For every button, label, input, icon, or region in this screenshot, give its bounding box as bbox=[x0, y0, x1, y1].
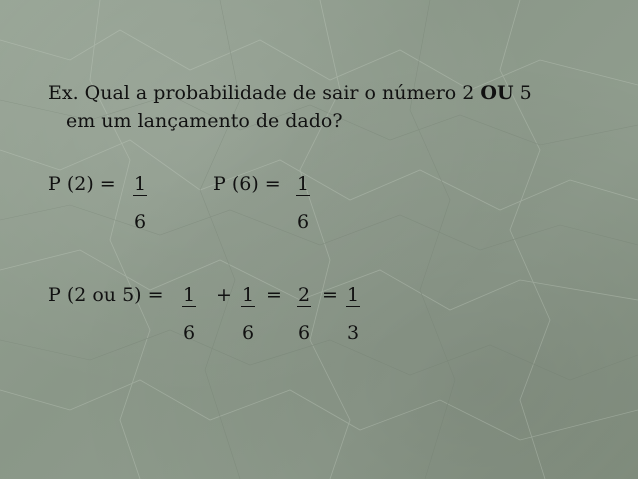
equals-sign-2: = bbox=[322, 284, 338, 306]
fraction-2 bbox=[241, 284, 255, 344]
fraction-4-denominator: 3 bbox=[347, 322, 360, 344]
question-prefix: Ex. Qual a probabilidade de sair o número 2 bbox=[48, 82, 481, 104]
fraction-3-numerator: 2 bbox=[298, 284, 311, 306]
question-line-1 bbox=[48, 82, 532, 104]
fraction-2-numerator: 1 bbox=[242, 284, 255, 306]
fraction-1 bbox=[182, 284, 196, 344]
fraction-3 bbox=[297, 284, 311, 344]
plus-sign: + bbox=[216, 284, 232, 306]
p6-numerator: 1 bbox=[297, 173, 310, 195]
fraction-1-denominator: 6 bbox=[183, 322, 196, 344]
fraction-1-numerator: 1 bbox=[183, 284, 196, 306]
p6-denominator: 6 bbox=[297, 211, 310, 233]
p2-numerator: 1 bbox=[134, 173, 147, 195]
p6-fraction bbox=[296, 173, 310, 233]
p6-label: P (6) = bbox=[213, 173, 287, 195]
question-bold-ou: OU bbox=[480, 82, 514, 104]
fraction-2-denominator: 6 bbox=[242, 322, 255, 344]
p2-denominator: 6 bbox=[134, 211, 147, 233]
fraction-3-denominator: 6 bbox=[298, 322, 311, 344]
equals-sign-1: = bbox=[266, 284, 282, 306]
fraction-4-numerator: 1 bbox=[347, 284, 360, 306]
fraction-4 bbox=[346, 284, 360, 344]
question-suffix: 5 bbox=[513, 82, 532, 104]
p2-label: P (2) = bbox=[48, 173, 122, 195]
p2ou5-label: P (2 ou 5) = bbox=[48, 284, 170, 306]
question-line-2: em um lançamento de dado? bbox=[66, 110, 343, 132]
p2-fraction bbox=[133, 173, 147, 233]
